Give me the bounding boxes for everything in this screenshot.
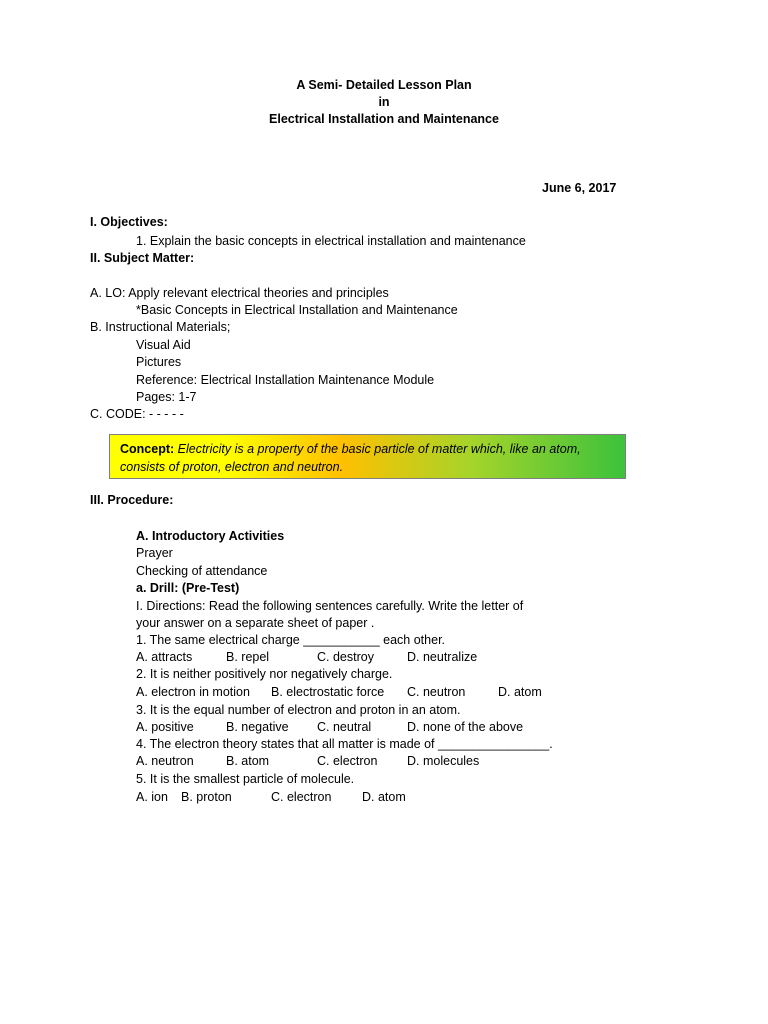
lesson-date: June 6, 2017	[542, 181, 617, 195]
materials-heading: B. Instructional Materials;	[90, 320, 231, 334]
title-line-2: in	[378, 95, 390, 109]
concept-text	[120, 440, 620, 476]
learning-outcome-sub: *Basic Concepts in Electrical Installation and Maintenance	[136, 303, 458, 317]
option: D. none of the above	[407, 720, 524, 734]
option: D. molecules	[407, 754, 480, 768]
drill-heading: a. Drill: (Pre-Test)	[136, 581, 240, 595]
option: A. attracts	[136, 650, 193, 664]
prayer-line: Prayer	[136, 546, 173, 560]
question-2-options	[136, 684, 616, 701]
subject-matter-heading: II. Subject Matter:	[90, 251, 195, 265]
option: C. destroy	[317, 650, 374, 664]
directions-line-2: your answer on a separate sheet of paper .	[136, 616, 375, 630]
option: B. atom	[226, 754, 270, 768]
question-1-options	[136, 649, 616, 666]
objectives-heading: I. Objectives:	[90, 215, 168, 229]
option: C. neutron	[407, 685, 466, 699]
option: C. electron	[271, 790, 332, 804]
option: A. electron in motion	[136, 685, 250, 699]
directions-line-1: I. Directions: Read the following sentences carefully. Write the letter of	[136, 599, 524, 613]
procedure-heading: III. Procedure:	[90, 493, 174, 507]
concept-box	[109, 434, 626, 479]
question-4: 4. The electron theory states that all matter is made of ________________.	[136, 737, 553, 751]
option: C. neutral	[317, 720, 372, 734]
option: B. repel	[226, 650, 270, 664]
option: D. neutralize	[407, 650, 478, 664]
intro-activities-heading: A. Introductory Activities	[136, 529, 285, 543]
concept-body: Electricity is a property of the basic particle of matter which, like an atom, consists of proton, electron and neutron.	[120, 442, 581, 474]
learning-outcome: A. LO: Apply relevant electrical theories and principles	[90, 286, 389, 300]
option: D. atom	[362, 790, 406, 804]
question-5-options	[136, 789, 616, 806]
question-3-options	[136, 719, 616, 736]
option: B. electrostatic force	[271, 685, 385, 699]
option: D. atom	[498, 685, 542, 699]
material-item: Visual Aid	[136, 338, 191, 352]
option: A. neutron	[136, 754, 194, 768]
question-5: 5. It is the smallest particle of molecule.	[136, 772, 355, 786]
title-line-3: Electrical Installation and Maintenance	[269, 112, 499, 126]
material-item: Reference: Electrical Installation Maintenance Module	[136, 373, 435, 387]
question-3: 3. It is the equal number of electron and proton in an atom.	[136, 703, 461, 717]
objective-item-1: 1. Explain the basic concepts in electrical installation and maintenance	[136, 234, 526, 248]
material-item: Pages: 1-7	[136, 390, 197, 404]
material-item: Pictures	[136, 355, 182, 369]
code-line: C. CODE: - - - - -	[90, 407, 184, 421]
option: C. electron	[317, 754, 378, 768]
question-1: 1. The same electrical charge ___________ each other.	[136, 633, 446, 647]
option: A. ion	[136, 790, 168, 804]
title-line-1: A Semi- Detailed Lesson Plan	[296, 78, 472, 92]
concept-label: Concept:	[120, 442, 175, 456]
question-4-options	[136, 753, 616, 770]
option: B. negative	[226, 720, 289, 734]
option: B. proton	[181, 790, 232, 804]
attendance-line: Checking of attendance	[136, 564, 268, 578]
option: A. positive	[136, 720, 194, 734]
question-2: 2. It is neither positively nor negatively charge.	[136, 667, 393, 681]
